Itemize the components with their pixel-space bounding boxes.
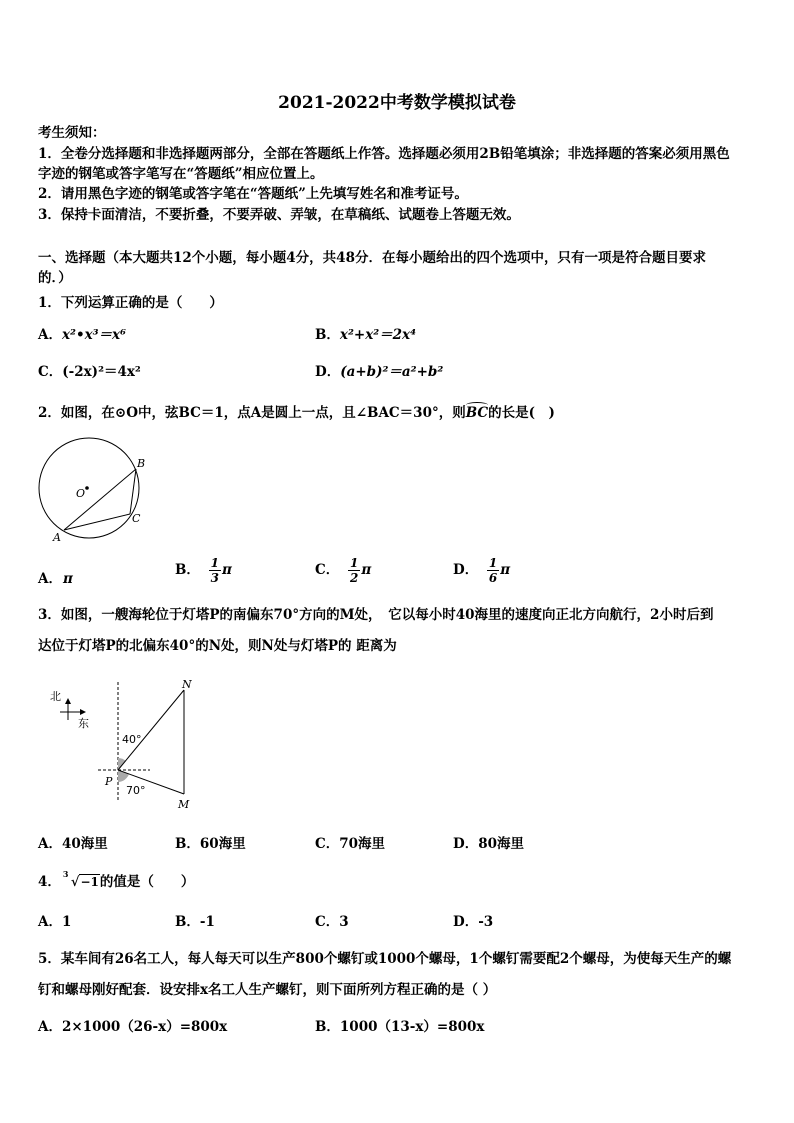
q1-option-d-letter: D． [315,364,341,380]
q1-option-b [315,323,416,343]
q5-option-b: B．1000（13-x）=800x [315,1019,485,1035]
q2-circle-figure [34,436,154,548]
q1-option-a-text: x²•x³＝x⁶ [61,327,126,343]
radicand: −1 [80,875,99,889]
q5-stem-line-2: 钉和螺母刚好配套．设安排x名工人生产螺钉，则下面所列方程正确的是（ ） [38,982,497,998]
q1-option-a-letter: A． [38,327,62,343]
label-north: 北 [50,690,61,703]
label-p: P [105,775,113,788]
q3-option-d: D．80海里 [453,836,524,852]
q1-option-d [315,360,443,380]
exam-title: 2021-2022中考数学模拟试卷 [278,93,516,113]
q2-option-a-text: π [62,571,73,587]
q2-option-d [453,556,510,585]
q4-option-b: B．-1 [175,914,215,930]
frac-den: 2 [349,571,359,585]
line-pn [118,690,184,770]
label-angle-40: 40° [122,733,142,746]
q2-option-c-letter: C． [315,562,340,578]
section-heading-1: 一、选择题（本大题共12个小题，每小题4分，共48分．在每小题给出的四个选项中，只有一项是符合题目要求 [38,250,706,266]
q1-stem: 1．下列运算正确的是（ ） [38,295,223,311]
q2-option-a-letter: A． [38,571,62,587]
q3-stem-line-1: 3．如图，一艘海轮位于灯塔P的南偏东70°方向的M处， 它以每小时40海里的速度向正北方向航行，2小时后到 [38,607,714,623]
q2-option-d-fraction [487,556,499,585]
circle-o [39,438,139,538]
q2-option-d-letter: D． [453,562,479,578]
q2-stem [38,401,555,421]
radical-sign-icon: √ [70,875,80,890]
q2-stem-pre: 2．如图，在⊙O中，弦BC＝1，点A是圆上一点，且∠BAC＝30°，则 [38,405,466,421]
notice-line-2: 2．请用黑色字迹的钢笔或答字笔在“答题纸”上先填写姓名和准考证号。 [38,186,468,202]
q1-option-b-text: x²+x²＝2x⁴ [339,327,417,343]
center-dot [85,486,89,490]
q2-option-a [38,567,73,587]
q4-number: 4． [38,874,61,890]
frac-num: 1 [210,556,219,570]
q1-option-c [38,360,141,380]
q2-option-c-fraction [348,556,360,585]
q3-stem-line-2: 达位于灯塔P的北偏东40°的N处，则N处与灯塔P的 距离为 [38,638,397,654]
q2-option-b-letter: B． [175,562,200,578]
frac-num: 1 [488,556,498,570]
notice-heading: 考生须知： [38,125,106,141]
q5-stem-line-1: 5．某车间有26名工人，每人每天可以生产800个螺钉或1000个螺母，1个螺钉需要配2个螺母，为使每天生产的螺 [38,951,732,967]
q4-option-c: C．3 [315,914,349,930]
q1-option-d-text: (a+b)²＝a²+b² [340,364,444,380]
q1-option-b-letter: B． [315,327,340,343]
q3-option-a: A．40海里 [38,836,108,852]
frac-den: 3 [210,571,219,585]
frac-den: 6 [488,571,498,585]
q2-stem-post: 的长是( ) [488,405,555,421]
pi-symbol: π [500,562,511,578]
q1-option-c-text: (-2x)²＝4x² [62,364,141,380]
q3-navigation-figure [40,670,220,818]
q2-option-b-fraction [209,556,221,585]
label-b: B [137,457,146,470]
label-c: C [132,512,141,525]
notice-line-3: 3．保持卡面清洁，不要折叠，不要弄破、弄皱，在草稿纸、试题卷上答题无效。 [38,207,520,223]
pi-symbol: π [361,562,372,578]
label-o: O [76,487,86,500]
q2-arc-bc: BC [465,405,489,421]
cube-root-expression [62,869,100,890]
q4-stem-post: 的值是（ ） [99,874,195,890]
label-n: N [182,678,192,691]
frac-num: 1 [349,556,359,570]
pi-symbol: π [221,562,232,578]
section-heading-2: 的．） [38,270,72,286]
q1-option-a [38,323,126,343]
root-index: 3 [62,869,69,879]
q5-option-a: A．2×1000（26-x）=800x [38,1019,228,1035]
label-m: M [178,798,190,811]
label-east: 东 [78,717,89,730]
q3-option-b: B．60海里 [175,836,246,852]
q4-stem [38,870,194,890]
q4-option-d: D．-3 [453,914,494,930]
label-a: A [53,531,61,544]
compass-east-arrow [80,709,86,715]
notice-line-1: 1．全卷分选择题和非选择题两部分，全部在答题纸上作答。选择题必须用2B铅笔填涂；非选择题的答案必须用黑色 [38,146,730,162]
notice-line-1b: 字迹的钢笔或答字笔写在“答题纸”相应位置上。 [38,166,324,182]
q3-option-c: C．70海里 [315,836,386,852]
q4-option-a: A．1 [38,914,72,930]
compass-north-arrow [65,698,71,704]
q2-option-b [175,556,232,585]
label-angle-70: 70° [126,784,146,797]
q1-option-c-letter: C． [38,364,63,380]
q2-option-c [315,556,371,585]
